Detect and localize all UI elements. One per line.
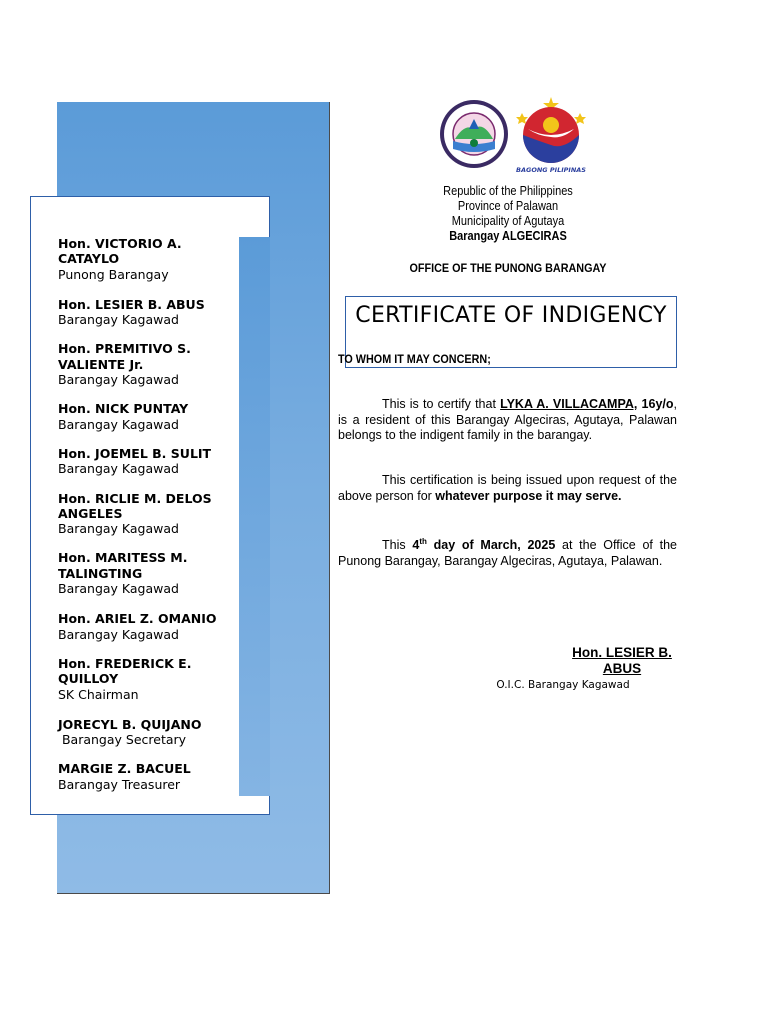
para3-text-b: at the Office of the Punong Barangay, Barangay Algeciras, Agutaya, Palawan. xyxy=(338,538,678,568)
council-member-title: Barangay Kagawad xyxy=(58,416,179,432)
header-municipality: Municipality of Agutaya xyxy=(451,214,565,228)
council-box-blue-strip xyxy=(239,237,270,796)
barangay-seal-icon xyxy=(439,99,509,169)
header-barangay: Barangay ALGECIRAS xyxy=(449,229,567,243)
signatory-title: O.I.C. Barangay Kagawad xyxy=(496,679,630,691)
council-member-title: Barangay Kagawad xyxy=(58,372,179,388)
council-member-name: JORECYL B. QUIJANO xyxy=(58,716,202,732)
council-member-title: Barangay Secretary xyxy=(58,732,187,748)
council-member xyxy=(58,341,233,387)
para1-text-b: , is a resident of this Barangay Algeciras, Agutaya, Palawan belongs to the indigent family in the barangay. xyxy=(338,397,678,442)
council-member-name: MARGIE Z. BACUEL xyxy=(58,761,191,777)
certification-paragraph xyxy=(338,397,677,444)
council-member-title: Barangay Kagawad xyxy=(58,312,179,328)
purpose-paragraph xyxy=(338,473,677,504)
recipient-age: 16y/o xyxy=(637,397,674,411)
council-member-title: Punong Barangay xyxy=(58,266,169,282)
council-member-title: Barangay Treasurer xyxy=(58,776,181,792)
council-member xyxy=(58,446,233,477)
council-member xyxy=(58,717,233,748)
certificate-title: CERTIFICATE OF INDIGENCY xyxy=(355,303,667,328)
issue-day: 4 xyxy=(412,538,420,553)
council-member-name: Hon. PREMITIVO S. VALIENTE Jr. xyxy=(58,341,191,372)
council-member-title: Barangay Kagawad xyxy=(58,461,179,477)
para2-text-a: This certification is being issued upon request of the above person for xyxy=(338,473,677,503)
salutation: TO WHOM IT MAY CONCERN; xyxy=(338,352,491,366)
header-country: Republic of the Philippines xyxy=(443,184,573,198)
signatory-name: Hon. LESIER B. ABUS xyxy=(572,645,672,676)
council-member xyxy=(58,611,233,642)
council-member-title: Barangay Kagawad xyxy=(58,581,179,597)
council-member-name: Hon. FREDERICK E. QUILLOY xyxy=(58,655,192,687)
council-member xyxy=(58,236,233,282)
council-member-list xyxy=(58,236,233,792)
council-member xyxy=(58,297,233,328)
council-member-name: Hon. NICK PUNTAY xyxy=(58,401,189,417)
issue-month-year: day of March, 2025 xyxy=(426,538,556,553)
council-member-name: Hon. JOEMEL B. SULIT xyxy=(58,445,212,461)
issue-day-suffix: th xyxy=(419,537,427,546)
office-heading: OFFICE OF THE PUNONG BARANGAY xyxy=(409,261,607,275)
council-member xyxy=(58,491,233,537)
council-member xyxy=(58,401,233,432)
council-member-name: Hon. LESIER B. ABUS xyxy=(58,296,205,312)
recipient-name: LYKA A. VILLACAMPA, xyxy=(500,397,638,411)
council-member xyxy=(58,550,233,596)
date-paragraph xyxy=(338,534,677,569)
council-member xyxy=(58,761,233,792)
para3-text-a: This xyxy=(382,538,413,553)
header-province: Province of Palawan xyxy=(457,199,559,213)
purpose-text: whatever purpose it may serve. xyxy=(435,488,622,503)
council-member-title: SK Chairman xyxy=(58,686,139,702)
council-member-title: Barangay Kagawad xyxy=(58,626,179,642)
bagong-pilipinas-logo-icon xyxy=(508,95,594,177)
para1-text-a: This is to certify that xyxy=(382,397,501,411)
council-member-name: Hon. RICLIE M. DELOS ANGELES xyxy=(58,490,212,521)
council-member-title: Barangay Kagawad xyxy=(58,521,179,537)
council-member xyxy=(58,656,233,702)
bagong-pilipinas-text: BAGONG PILIPINAS xyxy=(516,166,586,174)
council-member-name: Hon. ARIEL Z. OMANIO xyxy=(58,611,217,627)
council-member-name: Hon. MARITESS M. TALINGTING xyxy=(58,550,188,581)
council-member-name: Hon. VICTORIO A. CATAYLO xyxy=(58,236,182,267)
council-list-box xyxy=(30,196,270,815)
